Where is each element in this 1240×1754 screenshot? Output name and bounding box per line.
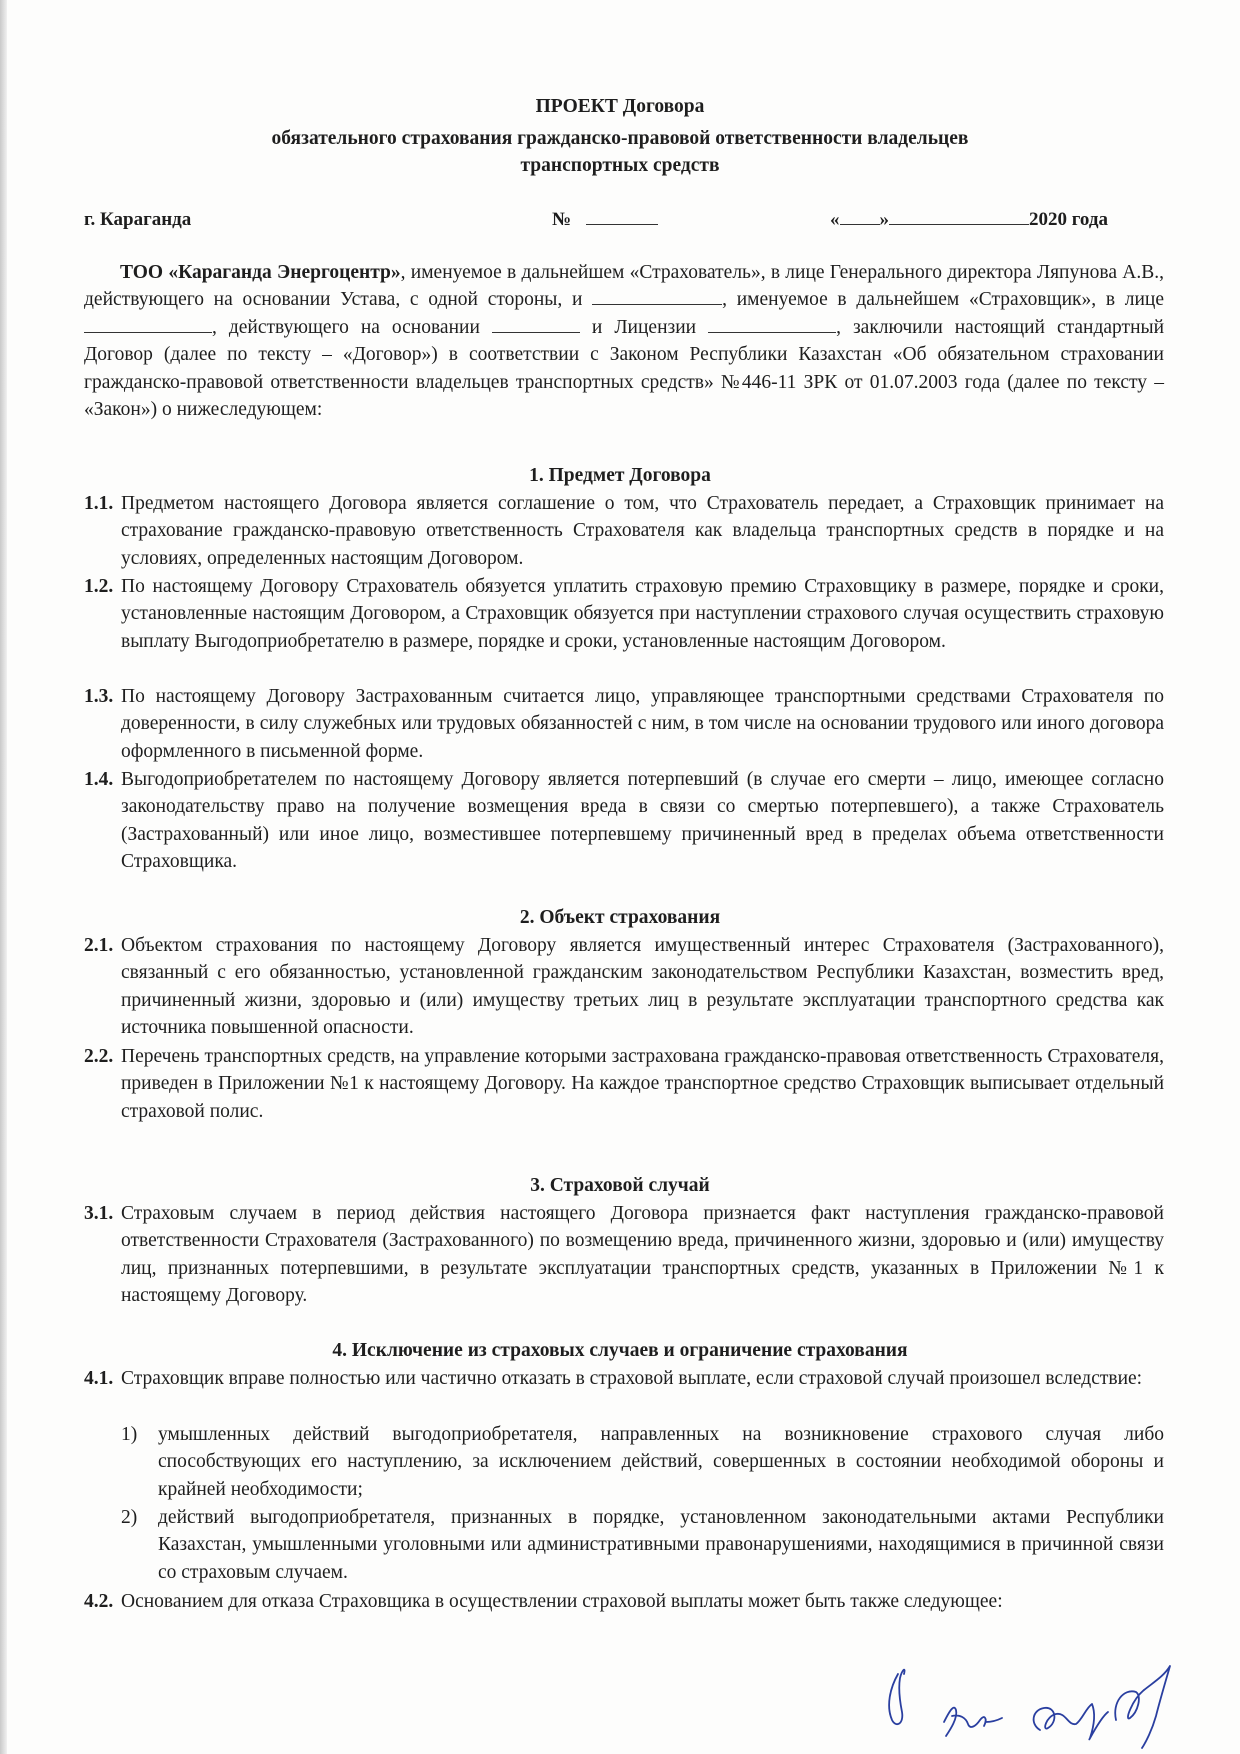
license-blank: [708, 317, 836, 333]
clause-4-1: [84, 1365, 1164, 1392]
clause-3-1: [84, 1200, 1164, 1310]
clause-number: 1.2.: [84, 576, 114, 597]
clause-text: По настоящему Договору Застрахованным считается лицо, управляющее транспортными средствами Страхователя по доверенности, в силу служебных или трудовых обязанностей с ним, в том числе на основании трудового или иного договора оформленного в письменной форме.: [121, 686, 1164, 762]
document-subtitle-line1: обязательного страхования гражданско-правовой ответственности владельцев: [271, 128, 969, 149]
scan-edge: [0, 0, 7, 1754]
contract-number-label: №: [552, 209, 572, 230]
section-heading: 2. Объект страхования: [519, 907, 721, 928]
signature-mark-2: [944, 1708, 1002, 1736]
section-heading: 3. Страховой случай: [530, 1175, 710, 1196]
insurer-rep-blank: [84, 317, 212, 333]
handwritten-signatures: [880, 1660, 1210, 1750]
clause-text: Страховщик вправе полностью или частично отказать в страховой выплате, если страховой случай произошел вследствие:: [121, 1368, 1143, 1389]
clause-1-2: [84, 573, 1164, 655]
document-title: ПРОЕКТ Договора: [535, 96, 705, 117]
contract-city: г. Караганда: [84, 209, 192, 230]
contract-number-blank: [586, 209, 658, 225]
date-close-quote: »: [879, 209, 889, 230]
subitem-number: 2): [121, 1507, 138, 1528]
intro-part4: и Лицензии: [591, 316, 697, 338]
clause-number: 1.4.: [84, 769, 114, 790]
insurer-basis-blank: [492, 317, 580, 333]
clause-number: 1.3.: [84, 686, 114, 707]
subitem-1: [121, 1421, 1164, 1503]
clause-text: Перечень транспортных средств, на управление которыми застрахована гражданско-правовая ответственность Страхователя, приведен в Приложении №1 к настоящему Договору. На каждое транспортное средство Страховщик выписывает отдельный страховой полис.: [121, 1046, 1164, 1122]
document-subtitle-line2: транспортных средств: [520, 155, 720, 176]
subitem-number: 1): [121, 1424, 138, 1445]
clause-text: Объектом страхования по настоящему Договору является имущественный интерес Страхователя (Застрахованного), связанный с его обязанностью, установленной гражданским законодательством Республики Казахстан, возместить вред, причиненный жизни, здоровью и (или) имуществу третьих лиц в результате эксплуатации транспортного средства как источника повышенной опасности.: [121, 935, 1164, 1039]
subitem-text: действий выгодоприобретателя, признанных в порядке, установленном законодательными актами Республики Казахстан, умышленными уголовными или административными правонарушениями, находящимися в причинной связи со страховым случаем.: [158, 1507, 1164, 1583]
clause-text: Предметом настоящего Договора является соглашение о том, что Страхователь передает, а Страховщик принимает на страхование гражданско-правовую ответственность Страхователя как владельца транспортных средств в порядке и на условиях, определенных настоящим Договором.: [121, 493, 1164, 569]
insurer-name-blank: [592, 289, 722, 305]
date-month-blank: [889, 209, 1029, 225]
clause-text: Выгодоприобретателем по настоящему Договору является потерпевший (в случае его смерти – лицо, имеющее согласно законодательству право на получение возмещения вреда в связи со смертью потерпевшего), а также Страхователь (Застрахованный) или иное лицо, возместившее потерпевшему причиненный вред в пределах объема ответственности Страховщика.: [121, 769, 1164, 873]
clause-1-3: [84, 683, 1164, 765]
subitem-text: умышленных действий выгодоприобретателя, направленных на возникновение страхового случая либо способствующих его наступлению, за исключением действий, совершенных в состоянии необходимой обороны и крайней необходимости;: [158, 1424, 1164, 1500]
clause-2-1: [84, 932, 1164, 1042]
section-heading: 4. Исключение из страховых случаев и ограничение страхования: [332, 1340, 908, 1361]
subitem-2: [121, 1504, 1164, 1586]
clause-number: 4.1.: [84, 1368, 114, 1389]
signature-mark-4: [1115, 1666, 1170, 1748]
clause-number: 2.2.: [84, 1046, 114, 1067]
date-day-blank: [840, 209, 880, 225]
section-heading: 1. Предмет Договора: [529, 465, 711, 486]
date-year: 2020 года: [1029, 209, 1108, 230]
intro-part2: , именуемое в дальнейшем «Страховщик», в лице: [722, 289, 1165, 311]
clause-number: 4.2.: [84, 1591, 114, 1612]
signature-mark-3: [1034, 1704, 1108, 1739]
clause-4-2: [84, 1588, 1164, 1615]
clause-text: Основанием для отказа Страховщика в осуществлении страховой выплаты может быть также следующее:: [121, 1591, 1003, 1612]
clause-2-2: [84, 1043, 1164, 1125]
clause-number: 1.1.: [84, 493, 114, 514]
contract-date: [830, 208, 1108, 232]
clause-1-4: [84, 766, 1164, 876]
clause-number: 2.1.: [84, 935, 114, 956]
intro-paragraph: [84, 259, 1164, 423]
intro-company: ТОО «Караганда Энергоцентр»: [120, 262, 401, 283]
signature-mark-1: [889, 1670, 904, 1725]
clause-1-1: [84, 490, 1164, 572]
clause-text: Страховым случаем в период действия настоящего Договора признается факт наступления гражданско-правовой ответственности Страхователя (Застрахованного) по возмещению вреда, причиненного жизни, здоровью и (или) имуществу лиц, признанных потерпевшими, в результате эксплуатации транспортных средств, указанных в Приложении №1 к настоящему Договору.: [121, 1203, 1164, 1307]
intro-part1: , именуемое в дальнейшем «Страхователь», в лице Генерального директора Ляпунова А.В., действующего на основании Устава, с одной стороны, и: [84, 262, 1164, 311]
date-open-quote: «: [830, 209, 840, 230]
contract-number: [552, 208, 658, 232]
intro-part3: , действующего на основании: [212, 316, 480, 338]
clause-text: По настоящему Договору Страхователь обязуется уплатить страховую премию Страховщику в размере, порядке и сроки, установленные настоящим Договором, а Страховщик обязуется при наступлении страхового случая осуществить страховую выплату Выгодоприобретателю в размере, порядке и сроки, установленные настоящим Договором.: [121, 576, 1164, 652]
clause-number: 3.1.: [84, 1203, 114, 1224]
intro-part5: , заключили настоящий стандартный Договор (далее по тексту – «Договор») в соответствии с Законом Республики Казахстан «Об обязательном страховании гражданско-правовой ответственности владельцев транспортных средств» №446-11 ЗРК от 01.07.2003 года (далее по тексту – «Закон») о нижеследующем:: [84, 316, 1165, 421]
